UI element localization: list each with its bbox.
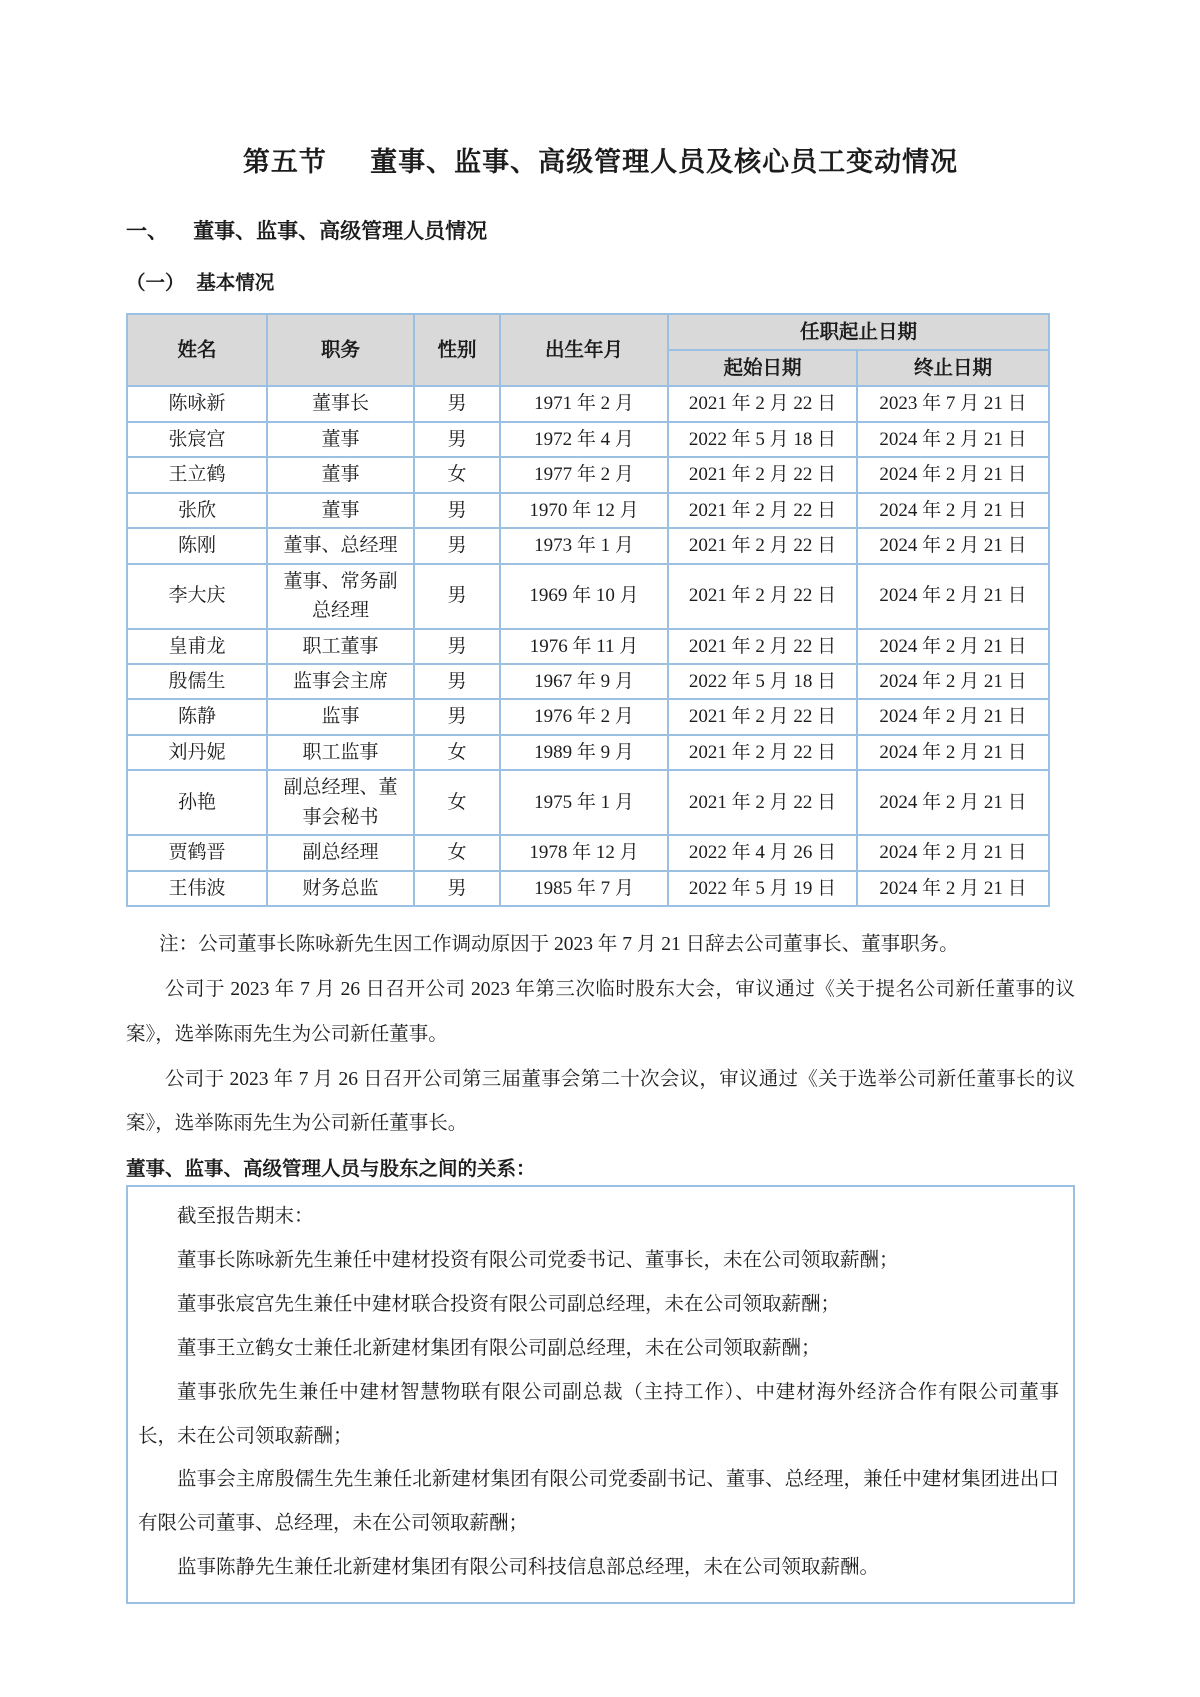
cell-position: 监事 [267, 699, 414, 734]
cell-position: 董事、常务副总经理 [267, 564, 414, 629]
management-table [126, 313, 1050, 907]
cell-gender: 男 [414, 422, 500, 457]
cell-start-date: 2022 年 5 月 18 日 [668, 664, 857, 699]
cell-name: 陈咏新 [127, 386, 267, 421]
cell-birth: 1978 年 12 月 [500, 835, 668, 870]
table-row [127, 664, 1049, 699]
relationship-line: 董事张宸宫先生兼任中建材联合投资有限公司副总经理，未在公司领取薪酬； [177, 1293, 841, 1315]
cell-end-date: 2024 年 2 月 21 日 [857, 735, 1049, 770]
cell-start-date: 2021 年 2 月 22 日 [668, 629, 857, 664]
cell-end-date: 2024 年 2 月 21 日 [857, 493, 1049, 528]
cell-start-date: 2022 年 4 月 26 日 [668, 835, 857, 870]
cell-position: 董事、总经理 [267, 528, 414, 563]
col-header-name: 姓名 [127, 314, 267, 386]
cell-birth: 1976 年 2 月 [500, 699, 668, 734]
cell-name: 李大庆 [127, 564, 267, 629]
cell-gender: 男 [414, 386, 500, 421]
relationship-line: 监事会主席殷儒生先生兼任北新建材集团有限公司党委副书记、董事、总经理，兼任中建材集团进出口有限公司董事、总经理，未在公司领取薪酬； [138, 1469, 1059, 1535]
cell-birth: 1977 年 2 月 [500, 457, 668, 492]
cell-position: 职工监事 [267, 735, 414, 770]
cell-name: 陈静 [127, 699, 267, 734]
cell-birth: 1971 年 2 月 [500, 386, 668, 421]
cell-birth: 1973 年 1 月 [500, 528, 668, 563]
cell-name: 王立鹤 [127, 457, 267, 492]
table-row [127, 564, 1049, 629]
cell-gender: 男 [414, 664, 500, 699]
cell-end-date: 2024 年 2 月 21 日 [857, 629, 1049, 664]
cell-birth: 1969 年 10 月 [500, 564, 668, 629]
cell-gender: 男 [414, 871, 500, 906]
cell-position: 董事长 [267, 386, 414, 421]
section-heading-text: 董事、监事、高级管理人员情况 [193, 220, 488, 243]
cell-gender: 男 [414, 629, 500, 664]
cell-gender: 女 [414, 770, 500, 835]
subsection-heading [126, 267, 1075, 295]
cell-gender: 男 [414, 564, 500, 629]
cell-start-date: 2021 年 2 月 22 日 [668, 699, 857, 734]
cell-end-date: 2024 年 2 月 21 日 [857, 457, 1049, 492]
cell-name: 张欣 [127, 493, 267, 528]
cell-end-date: 2023 年 7 月 21 日 [857, 386, 1049, 421]
cell-end-date: 2024 年 2 月 21 日 [857, 770, 1049, 835]
table-row [127, 386, 1049, 421]
col-header-position: 职务 [267, 314, 414, 386]
relationship-line: 监事陈静先生兼任北新建材集团有限公司科技信息部总经理，未在公司领取薪酬。 [177, 1557, 880, 1579]
col-header-end-date: 终止日期 [857, 350, 1049, 386]
cell-birth: 1985 年 7 月 [500, 871, 668, 906]
cell-birth: 1975 年 1 月 [500, 770, 668, 835]
body-paragraph-board-meeting: 公司于 2023 年 7 月 26 日召开公司第三届董事会第二十次会议，审议通过《关于选举公司新任董事长的议案》，选举陈雨先生为公司新任董事长。 [126, 1068, 1075, 1135]
page-title-text: 董事、监事、高级管理人员及核心员工变动情况 [370, 147, 959, 177]
col-header-term-span: 任职起止日期 [668, 314, 1049, 350]
cell-birth: 1970 年 12 月 [500, 493, 668, 528]
cell-name: 殷儒生 [127, 664, 267, 699]
cell-start-date: 2021 年 2 月 22 日 [668, 493, 857, 528]
table-row [127, 528, 1049, 563]
cell-gender: 女 [414, 835, 500, 870]
col-header-birth: 出生年月 [500, 314, 668, 386]
cell-end-date: 2024 年 2 月 21 日 [857, 528, 1049, 563]
cell-birth: 1967 年 9 月 [500, 664, 668, 699]
cell-name: 贾鹤晋 [127, 835, 267, 870]
relationship-box [126, 1185, 1075, 1604]
relationship-line: 董事张欣先生兼任中建材智慧物联有限公司副总裁（主持工作）、中建材海外经济合作有限公司董事长，未在公司领取薪酬； [138, 1381, 1059, 1447]
relationship-line: 截至报告期末： [177, 1206, 314, 1228]
table-row [127, 422, 1049, 457]
cell-start-date: 2022 年 5 月 19 日 [668, 871, 857, 906]
cell-name: 皇甫龙 [127, 629, 267, 664]
relationship-heading: 董事、监事、高级管理人员与股东之间的关系： [126, 1158, 536, 1181]
table-row [127, 770, 1049, 835]
cell-start-date: 2021 年 2 月 22 日 [668, 457, 857, 492]
relationship-line: 董事长陈咏新先生兼任中建材投资有限公司党委书记、董事长，未在公司领取薪酬； [177, 1250, 899, 1272]
cell-end-date: 2024 年 2 月 21 日 [857, 664, 1049, 699]
cell-start-date: 2021 年 2 月 22 日 [668, 528, 857, 563]
cell-end-date: 2024 年 2 月 21 日 [857, 564, 1049, 629]
cell-birth: 1989 年 9 月 [500, 735, 668, 770]
cell-position: 董事 [267, 493, 414, 528]
cell-start-date: 2021 年 2 月 22 日 [668, 564, 857, 629]
cell-birth: 1976 年 11 月 [500, 629, 668, 664]
cell-gender: 男 [414, 528, 500, 563]
table-row [127, 493, 1049, 528]
cell-end-date: 2024 年 2 月 21 日 [857, 835, 1049, 870]
cell-end-date: 2024 年 2 月 21 日 [857, 871, 1049, 906]
col-header-gender: 性别 [414, 314, 500, 386]
cell-position: 监事会主席 [267, 664, 414, 699]
cell-start-date: 2021 年 2 月 22 日 [668, 735, 857, 770]
cell-end-date: 2024 年 2 月 21 日 [857, 699, 1049, 734]
table-row [127, 629, 1049, 664]
cell-position: 财务总监 [267, 871, 414, 906]
cell-gender: 女 [414, 735, 500, 770]
cell-name: 张宸宫 [127, 422, 267, 457]
cell-position: 董事 [267, 457, 414, 492]
cell-start-date: 2021 年 2 月 22 日 [668, 386, 857, 421]
table-header-row [127, 314, 1049, 350]
cell-start-date: 2021 年 2 月 22 日 [668, 770, 857, 835]
cell-start-date: 2022 年 5 月 18 日 [668, 422, 857, 457]
cell-position: 职工董事 [267, 629, 414, 664]
cell-position: 副总经理 [267, 835, 414, 870]
cell-gender: 男 [414, 699, 500, 734]
section-heading-number: 一、 [126, 220, 168, 243]
subsection-heading-number: （一） [126, 272, 185, 294]
table-row [127, 699, 1049, 734]
cell-gender: 女 [414, 457, 500, 492]
subsection-heading-text: 基本情况 [196, 272, 275, 294]
cell-position: 副总经理、董事会秘书 [267, 770, 414, 835]
cell-name: 孙艳 [127, 770, 267, 835]
body-paragraph-shareholder-meeting: 公司于 2023 年 7 月 26 日召开公司 2023 年第三次临时股东大会，审议通过《关于提名公司新任董事的议案》，选举陈雨先生为公司新任董事。 [126, 978, 1075, 1045]
section-heading [126, 215, 1075, 245]
cell-gender: 男 [414, 493, 500, 528]
cell-name: 刘丹妮 [127, 735, 267, 770]
table-row [127, 457, 1049, 492]
relationship-line: 董事王立鹤女士兼任北新建材集团有限公司副总经理，未在公司领取薪酬； [177, 1337, 821, 1359]
cell-end-date: 2024 年 2 月 21 日 [857, 422, 1049, 457]
table-row [127, 871, 1049, 906]
cell-birth: 1972 年 4 月 [500, 422, 668, 457]
col-header-start-date: 起始日期 [668, 350, 857, 386]
page-title [126, 140, 1075, 179]
page-title-section-no: 第五节 [242, 147, 327, 177]
table-row [127, 835, 1049, 870]
cell-name: 陈刚 [127, 528, 267, 563]
cell-position: 董事 [267, 422, 414, 457]
table-row [127, 735, 1049, 770]
table-footnote: 注：公司董事长陈咏新先生因工作调动原因于 2023 年 7 月 21 日辞去公司董事长、董事职务。 [159, 934, 959, 955]
cell-name: 王伟波 [127, 871, 267, 906]
